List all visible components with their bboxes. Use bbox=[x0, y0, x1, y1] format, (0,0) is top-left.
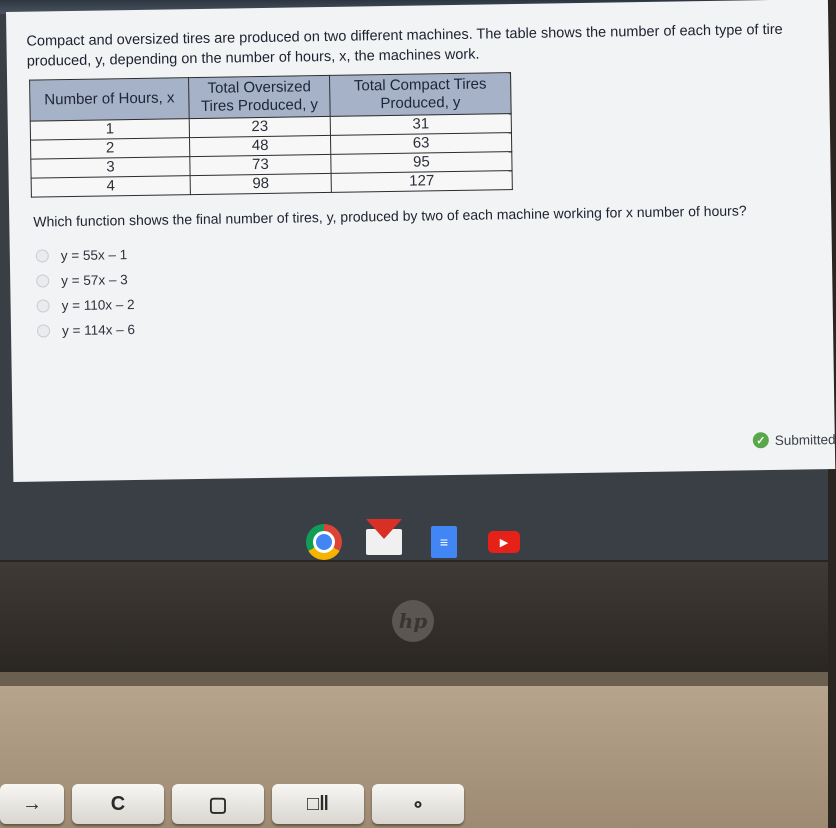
cell-oversized: 73 bbox=[190, 154, 331, 175]
cell-oversized: 98 bbox=[190, 173, 331, 194]
submitted-status bbox=[753, 431, 836, 448]
hp-logo-icon: hp bbox=[392, 600, 434, 642]
docs-icon: ≡ bbox=[431, 526, 457, 558]
radio-button[interactable] bbox=[36, 249, 49, 262]
chrome-app[interactable] bbox=[305, 523, 343, 561]
docs-app[interactable] bbox=[425, 523, 463, 561]
cell-hours: 2 bbox=[31, 138, 190, 159]
submitted-label: Submitted bbox=[774, 431, 836, 448]
cell-hours: 1 bbox=[30, 119, 189, 140]
assignment-page bbox=[6, 0, 835, 482]
forward-key[interactable]: → bbox=[0, 784, 64, 824]
cell-compact: 127 bbox=[331, 171, 512, 193]
checkmark-icon: ✓ bbox=[753, 432, 769, 448]
radio-button[interactable] bbox=[36, 274, 49, 287]
radio-button[interactable] bbox=[37, 299, 50, 312]
cell-oversized: 48 bbox=[189, 135, 330, 156]
refresh-key[interactable]: C bbox=[72, 784, 164, 824]
cell-compact: 63 bbox=[330, 133, 511, 155]
question-text: Compact and oversized tires are produced on two different machines. The table shows the number of each type of tire produced, y, depending on the number of hours, x, the machines work. bbox=[26, 21, 783, 70]
gmail-icon bbox=[366, 529, 402, 555]
cell-hours: 4 bbox=[31, 176, 190, 197]
question-prompt: Which function shows the final number of tires, y, produced by two of each machine working for x number of hours? bbox=[33, 202, 747, 230]
taskbar-shelf bbox=[0, 520, 828, 564]
laptop-hinge bbox=[0, 672, 828, 686]
header-compact: Total Compact Tires Produced, y bbox=[330, 73, 512, 117]
keyboard-function-row bbox=[0, 784, 828, 828]
header-hours: Number of Hours, x bbox=[30, 78, 190, 121]
option-label: y = 114x – 6 bbox=[61, 322, 136, 339]
option-label: y = 55x – 1 bbox=[60, 247, 128, 264]
overview-key[interactable]: □‖ bbox=[272, 784, 364, 824]
youtube-icon: ▶ bbox=[488, 531, 520, 553]
youtube-app[interactable] bbox=[485, 523, 523, 561]
option-label: y = 110x – 2 bbox=[61, 297, 135, 314]
gmail-app[interactable] bbox=[365, 523, 403, 561]
cell-hours: 3 bbox=[31, 157, 190, 178]
cell-compact: 31 bbox=[330, 114, 511, 136]
option-label: y = 57x – 3 bbox=[61, 272, 128, 289]
header-oversized: Total Oversized Tires Produced, y bbox=[189, 75, 331, 118]
brightness-key[interactable]: ∘ bbox=[372, 784, 464, 824]
chrome-icon bbox=[306, 524, 342, 560]
answer-options bbox=[36, 231, 821, 343]
radio-button[interactable] bbox=[37, 324, 50, 337]
cell-oversized: 23 bbox=[189, 116, 330, 137]
fullscreen-key[interactable]: ▢ bbox=[172, 784, 264, 824]
question-panel bbox=[26, 19, 821, 343]
cell-compact: 95 bbox=[331, 152, 512, 174]
tire-production-table bbox=[29, 72, 513, 198]
